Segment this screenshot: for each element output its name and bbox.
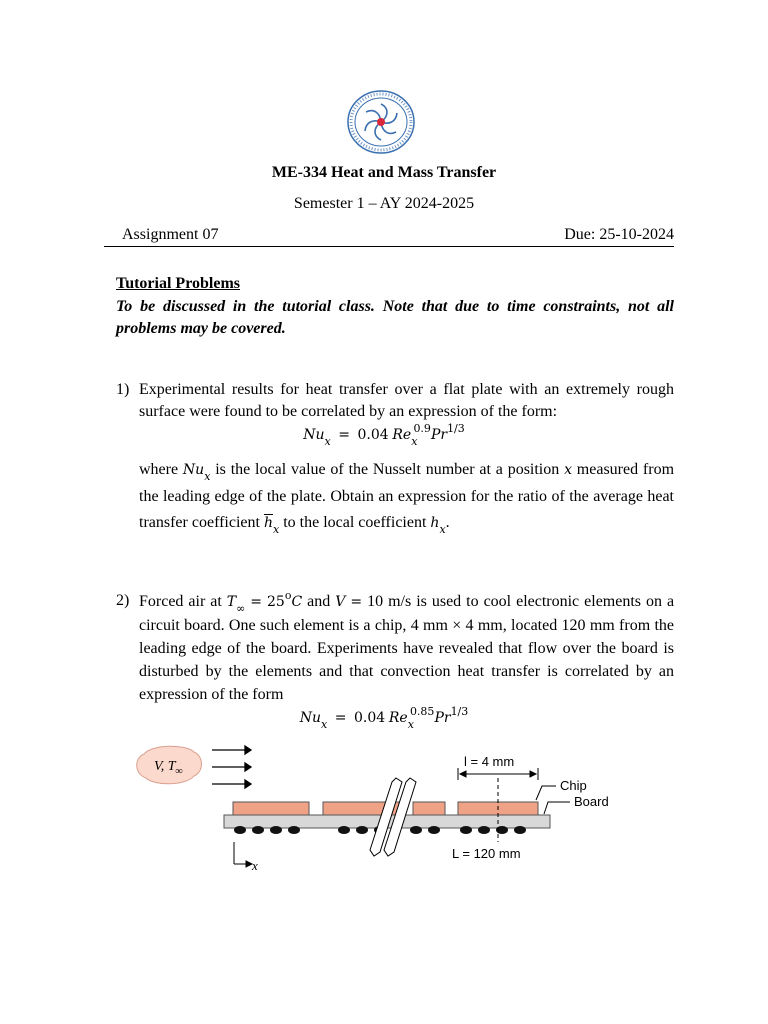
due-date: Due: 25-10-2024 <box>564 226 674 243</box>
flow-arrows <box>212 746 251 788</box>
problem-2-equation: $Nu_x = 0.04$ $Re_x^{0.85}Pr^{1/3}$ <box>299 705 469 731</box>
problem-2-body: Forced air at $T_\infty = 25^oC$ and V = 10 m/s is used to cool electronic elements on a circuit board. One such element is a chip, 4 mm × 4 mm, located 120 mm from the leading edge of the board. Experiments have revealed that flow over the board is disturbed by the elements and that convection heat transfer is correlated by an expression of the form <box>139 589 675 703</box>
assignment-number: Assignment 07 <box>122 226 219 243</box>
circuit-board-figure <box>130 742 650 872</box>
l-label: l = 4 mm <box>464 754 515 769</box>
assignment-row <box>104 226 674 247</box>
x-label: x <box>252 858 258 872</box>
institute-logo <box>344 88 418 156</box>
flow-label: V, $T_\infty$ <box>154 759 183 777</box>
chip-label: Chip <box>560 778 587 793</box>
problem-1-equation: $Nu_x = 0.04$ $Re_x^{0.9}Pr^{1/3}$ <box>303 422 465 448</box>
semester-line: Semester 1 – AY 2024-2025 <box>293 195 475 212</box>
problem-1-number: 1) <box>116 381 130 398</box>
problem-1-body: where $Nu_x$ is the local value of the Nusselt number at a position x measured from the leading edge of the plate. Obtain an expression for the ratio of the average heat transfer coefficient $\overline{h}_x$ to the local coefficient $h_x$. <box>139 461 675 536</box>
L-dimension <box>234 842 252 867</box>
tutorial-heading: Tutorial Problems <box>116 275 241 292</box>
L-label: L = 120 mm <box>452 846 521 861</box>
problem-1-intro: Experimental results for heat transfer over a flat plate with an extremely rough surface were found to be correlated by an expression of the form: <box>139 381 674 420</box>
course-title: ME-334 Heat and Mass Transfer <box>271 164 497 181</box>
tutorial-note: To be discussed in the tutorial class. Note that due to time constraints, not all problems may be covered. <box>116 298 674 337</box>
board-label: Board <box>574 794 609 809</box>
problem-2-number: 2) <box>116 592 130 609</box>
